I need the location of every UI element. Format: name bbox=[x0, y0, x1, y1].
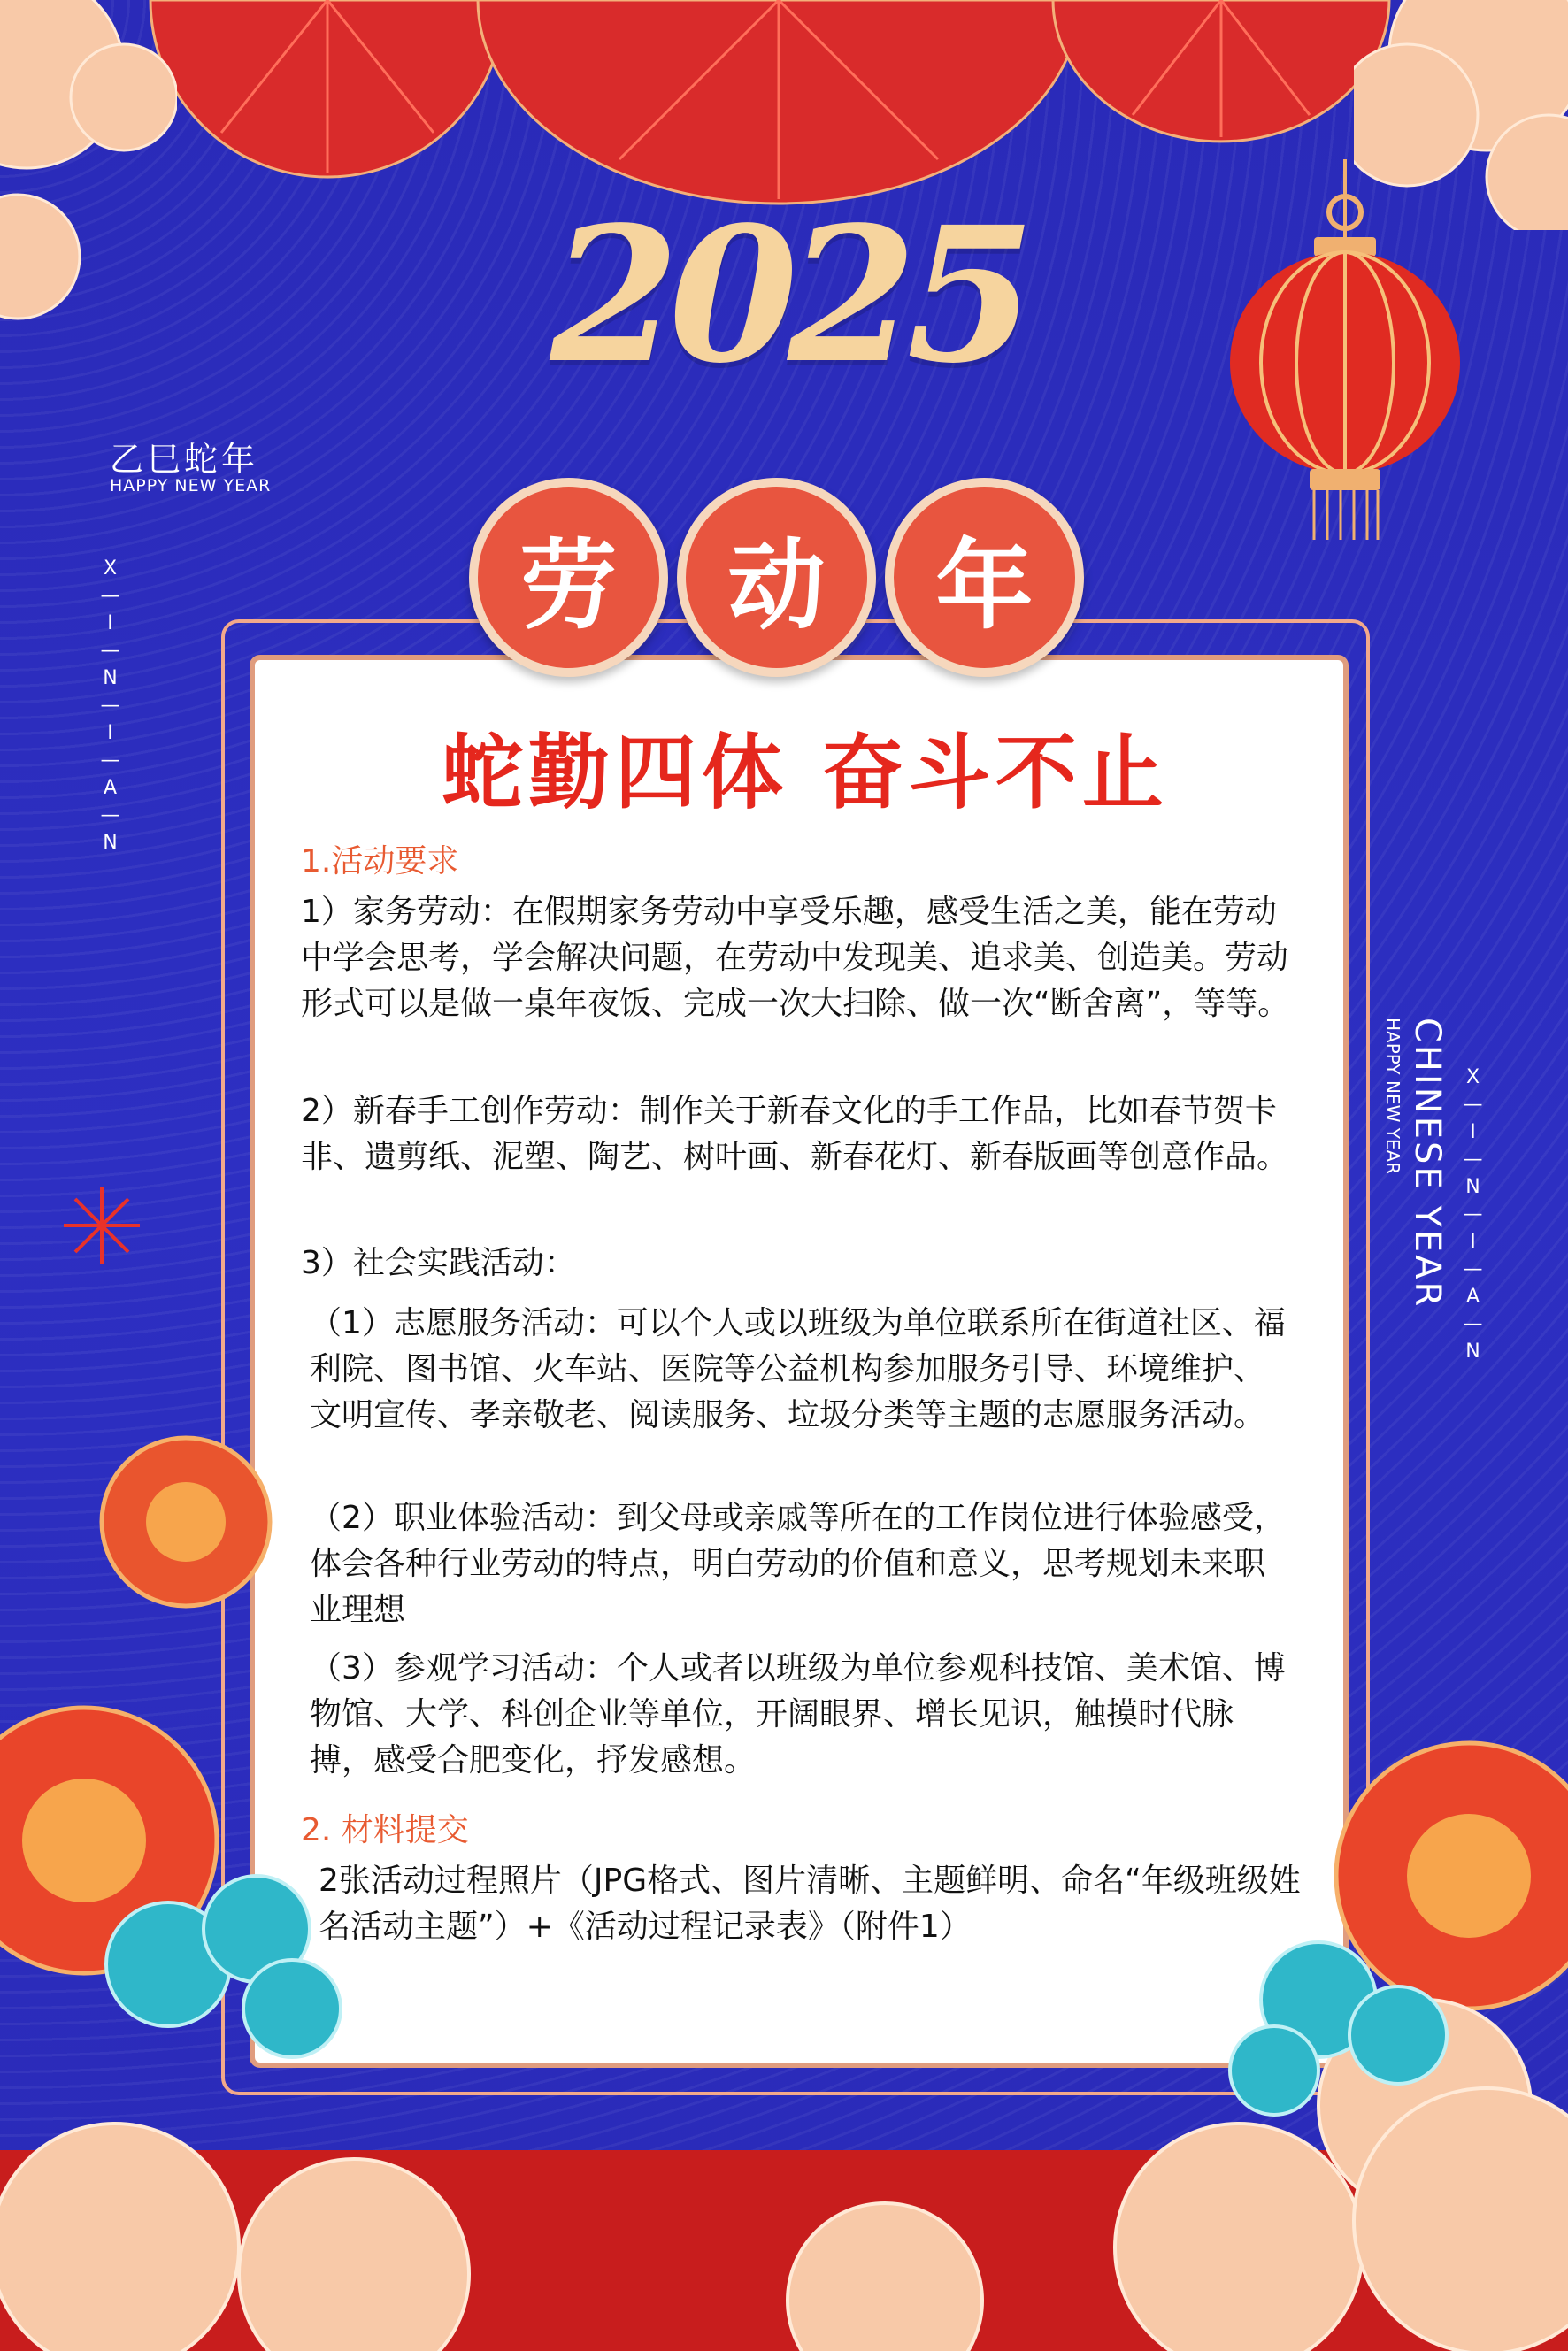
side-text-happy-new-year: HAPPY NEW YEAR bbox=[1382, 1018, 1403, 1175]
title-char-3: 年 bbox=[885, 478, 1084, 677]
sub-item-2-label: （2） bbox=[310, 1500, 394, 1536]
requirement-item-3 bbox=[301, 1241, 1292, 1287]
requirement-item-1 bbox=[301, 889, 1292, 1027]
item-3-label: 3） bbox=[301, 1245, 353, 1281]
year-heading: 2025 bbox=[550, 186, 1026, 404]
side-letters-left: X—I—N—I—A—N bbox=[99, 557, 121, 859]
sub-item-3-text: 参观学习活动：个人或者以班级为单位参观科技馆、美术馆、博物馆、大学、科创企业等单位，开阔眼界、增长见识，触摸时代脉搏，感受合肥变化，抒发感想。 bbox=[310, 1650, 1286, 1779]
item-1-text: 家务劳动：在假期家务劳动中享受乐趣，感受生活之美，能在劳动中学会思考，学会解决问题，在劳动中发现美、追求美、创造美。劳动形式可以是做一桌年夜饭、完成一次大扫除、做一次“断舍离”，等等。 bbox=[301, 894, 1290, 1022]
cloud-top-left bbox=[0, 0, 177, 372]
section-1-title: 1.活动要求 bbox=[301, 843, 459, 880]
sub-item-1-text: 志愿服务活动：可以个人或以班级为单位联系所在街道社区、福利院、图书馆、火车站、医院等公益机构参加服务引导、环境维护、文明宣传、孝亲敬老、阅读服务、垃圾分类等主题的志愿服务活动。 bbox=[310, 1305, 1286, 1433]
slogan: 蛇勤四体 奋斗不止 bbox=[441, 725, 1170, 820]
side-letters-right: X—I—N—I—A—N bbox=[1462, 1066, 1484, 1368]
submission-text: 2张活动过程照片（JPG格式、图片清晰、主题鲜明、命名“年级班级姓名活动主题”）+《活动过程记录表》（附件1） bbox=[319, 1863, 1301, 1945]
requirement-item-2 bbox=[301, 1088, 1292, 1180]
item-2-label: 2） bbox=[301, 1093, 353, 1129]
firework-icon bbox=[62, 1186, 142, 1265]
side-text-chinese-year: CHINESE YEAR bbox=[1407, 1018, 1448, 1310]
item-1-label: 1） bbox=[301, 894, 353, 930]
item-2-text: 新春手工创作劳动：制作关于新春文化的手工作品，比如春节贺卡非、遗剪纸、泥塑、陶艺、树叶画、新春花灯、新春版画等创意作品。 bbox=[301, 1093, 1289, 1175]
title-char-1: 劳 bbox=[469, 478, 668, 677]
item-3-text: 社会实践活动： bbox=[352, 1245, 576, 1281]
sub-item-1-label: （1） bbox=[310, 1305, 394, 1341]
sub-item-2-text: 职业体验活动：到父母或亲戚等所在的工作岗位进行体验感受，体会各种行业劳动的特点，明白劳动的价值和意义，思考规划未来职业理想 bbox=[310, 1500, 1286, 1628]
sub-item-3-label: （3） bbox=[310, 1650, 394, 1686]
bottom-flowers-clouds bbox=[0, 1398, 1568, 2351]
zodiac-year-cn: 乙巳蛇年 bbox=[110, 440, 259, 479]
zodiac-year-en: HAPPY NEW YEAR bbox=[110, 476, 272, 496]
section-2-title: 2. 材料提交 bbox=[301, 1812, 469, 1848]
lantern-icon bbox=[1226, 159, 1464, 549]
title-char-2: 动 bbox=[677, 478, 876, 677]
